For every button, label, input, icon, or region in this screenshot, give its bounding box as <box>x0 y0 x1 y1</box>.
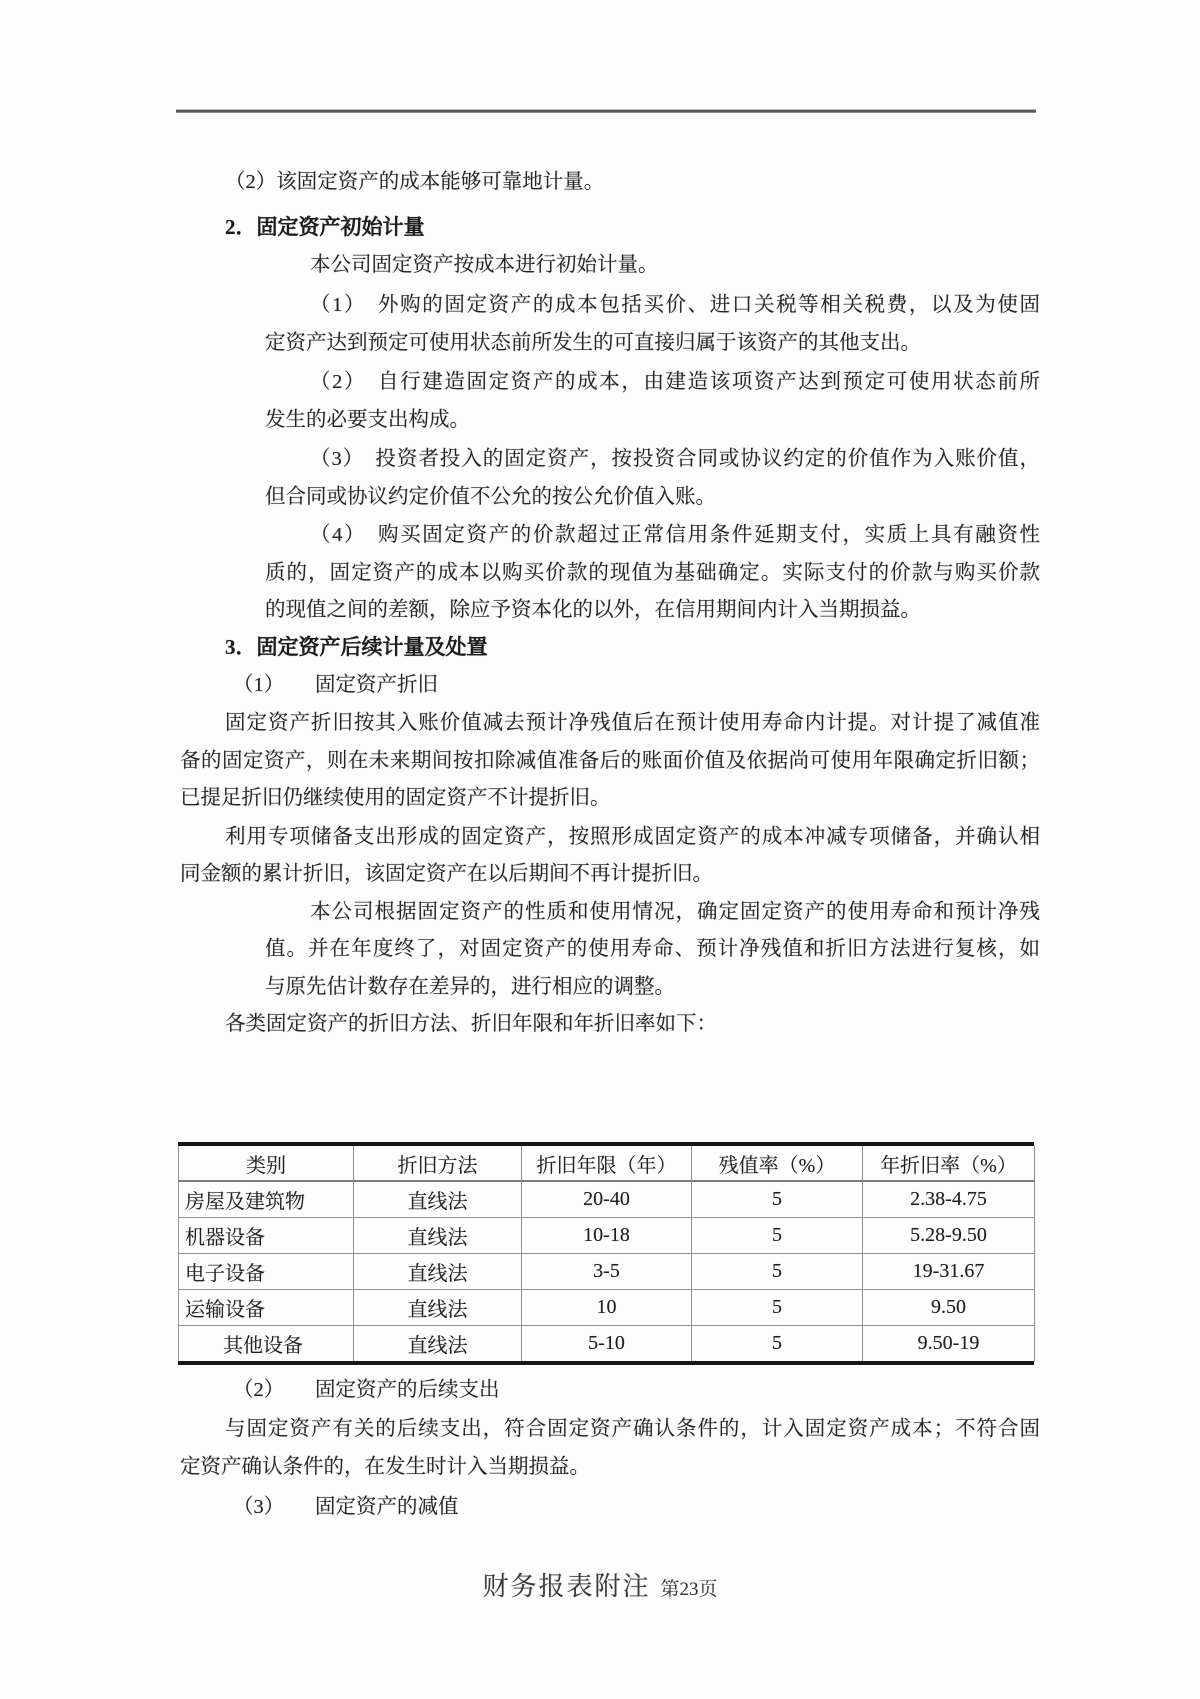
table-header-row <box>179 1146 1035 1181</box>
col-header-method: 折旧方法 <box>354 1146 522 1181</box>
cell-method: 直线法 <box>354 1218 522 1254</box>
header-rule <box>176 109 1036 113</box>
paragraph-line: （2）该固定资产的成本能够可靠地计量。 <box>225 171 605 193</box>
footer-title: 财务报表附注 <box>482 1572 651 1601</box>
cell-category: 运输设备 <box>179 1290 354 1326</box>
cell-method: 直线法 <box>354 1326 522 1362</box>
cell-useful-life: 10 <box>522 1290 692 1326</box>
table-row <box>179 1254 1035 1290</box>
paragraph-line: 定资产确认条件的，在发生时计入当期损益。 <box>180 1456 590 1478</box>
paragraph-line: 本公司根据固定资产的性质和使用情况，确定固定资产的使用寿命和预计净残 <box>310 901 1040 923</box>
paragraph-line: 与固定资产有关的后续支出，符合固定资产确认条件的，计入固定资产成本；不符合固 <box>225 1418 1040 1440</box>
subsection-heading: （1） 固定资产折旧 <box>233 674 438 696</box>
cell-category: 房屋及建筑物 <box>179 1181 354 1218</box>
cell-depreciation-rate: 5.28-9.50 <box>863 1218 1035 1254</box>
col-header-residual-rate: 残值率（%） <box>692 1146 863 1181</box>
section-heading-2: 2．固定资产初始计量 <box>225 215 425 239</box>
cell-useful-life: 5-10 <box>522 1326 692 1362</box>
cell-depreciation-rate: 2.38-4.75 <box>863 1181 1035 1218</box>
cell-residual-rate: 5 <box>692 1181 863 1218</box>
subsection-heading: （2） 固定资产的后续支出 <box>233 1379 500 1401</box>
paragraph-line: （2） 自行建造固定资产的成本，由建造该项资产达到预定可使用状态前所 <box>310 371 1040 393</box>
table-row <box>179 1181 1035 1218</box>
cell-method: 直线法 <box>354 1290 522 1326</box>
paragraph-line: 定资产达到预定可使用状态前所发生的可直接归属于该资产的其他支出。 <box>265 332 921 354</box>
depreciation-table-wrap <box>178 1142 1034 1365</box>
depreciation-table <box>178 1146 1035 1361</box>
cell-category: 机器设备 <box>179 1218 354 1254</box>
col-header-useful-life: 折旧年限（年） <box>522 1146 692 1181</box>
paragraph-line: 备的固定资产，则在未来期间按扣除减值准备后的账面价值及依据尚可使用年限确定折旧额； <box>180 750 1040 772</box>
paragraph-line: 值。并在年度终了，对固定资产的使用寿命、预计净残值和折旧方法进行复核，如 <box>265 938 1040 960</box>
cell-category: 其他设备 <box>179 1326 354 1362</box>
cell-useful-life: 10-18 <box>522 1218 692 1254</box>
paragraph-line: （1） 外购的固定资产的成本包括买价、进口关税等相关税费，以及为使固 <box>310 294 1040 316</box>
paragraph-line: 已提足折旧仍继续使用的固定资产不计提折旧。 <box>180 787 611 809</box>
paragraph-line: 但合同或协议约定价值不公允的按公允价值入账。 <box>265 486 716 508</box>
cell-useful-life: 20-40 <box>522 1181 692 1218</box>
paragraph-line: 质的，固定资产的成本以购买价款的现值为基础确定。实际支付的价款与购买价款 <box>265 562 1040 584</box>
cell-residual-rate: 5 <box>692 1326 863 1362</box>
cell-residual-rate: 5 <box>692 1254 863 1290</box>
paragraph-line: 固定资产折旧按其入账价值减去预计净残值后在预计使用寿命内计提。对计提了减值准 <box>225 712 1040 734</box>
cell-residual-rate: 5 <box>692 1290 863 1326</box>
table-row <box>179 1326 1035 1362</box>
footer-page-number: 第23页 <box>660 1579 718 1600</box>
paragraph-line: （4） 购买固定资产的价款超过正常信用条件延期支付，实质上具有融资性 <box>310 524 1040 546</box>
paragraph-line: （3） 投资者投入的固定资产，按投资合同或协议约定的价值作为入账价值， <box>310 448 1040 470</box>
paragraph-line: 本公司固定资产按成本进行初始计量。 <box>310 254 659 276</box>
paragraph-line: 发生的必要支出构成。 <box>265 409 470 431</box>
col-header-category: 类别 <box>179 1146 354 1181</box>
paragraph-line: 与原先估计数存在差异的，进行相应的调整。 <box>265 976 675 998</box>
cell-depreciation-rate: 9.50-19 <box>863 1326 1035 1362</box>
table-row <box>179 1218 1035 1254</box>
cell-method: 直线法 <box>354 1254 522 1290</box>
cell-useful-life: 3-5 <box>522 1254 692 1290</box>
cell-method: 直线法 <box>354 1181 522 1218</box>
cell-category: 电子设备 <box>179 1254 354 1290</box>
paragraph-line: 利用专项储备支出形成的固定资产，按照形成固定资产的成本冲减专项储备，并确认相 <box>225 826 1040 848</box>
section-heading-3: 3．固定资产后续计量及处置 <box>225 635 488 659</box>
cell-residual-rate: 5 <box>692 1218 863 1254</box>
table-row <box>179 1290 1035 1326</box>
page-footer <box>0 1566 1200 1603</box>
paragraph-line: 同金额的累计折旧，该固定资产在以后期间不再计提折旧。 <box>180 863 713 885</box>
paragraph-line: 的现值之间的差额，除应予资本化的以外，在信用期间内计入当期损益。 <box>265 599 921 621</box>
table-intro-line: 各类固定资产的折旧方法、折旧年限和年折旧率如下： <box>225 1013 717 1035</box>
col-header-depreciation-rate: 年折旧率（%） <box>863 1146 1035 1181</box>
subsection-heading: （3） 固定资产的减值 <box>233 1496 459 1518</box>
cell-depreciation-rate: 19-31.67 <box>863 1254 1035 1290</box>
cell-depreciation-rate: 9.50 <box>863 1290 1035 1326</box>
